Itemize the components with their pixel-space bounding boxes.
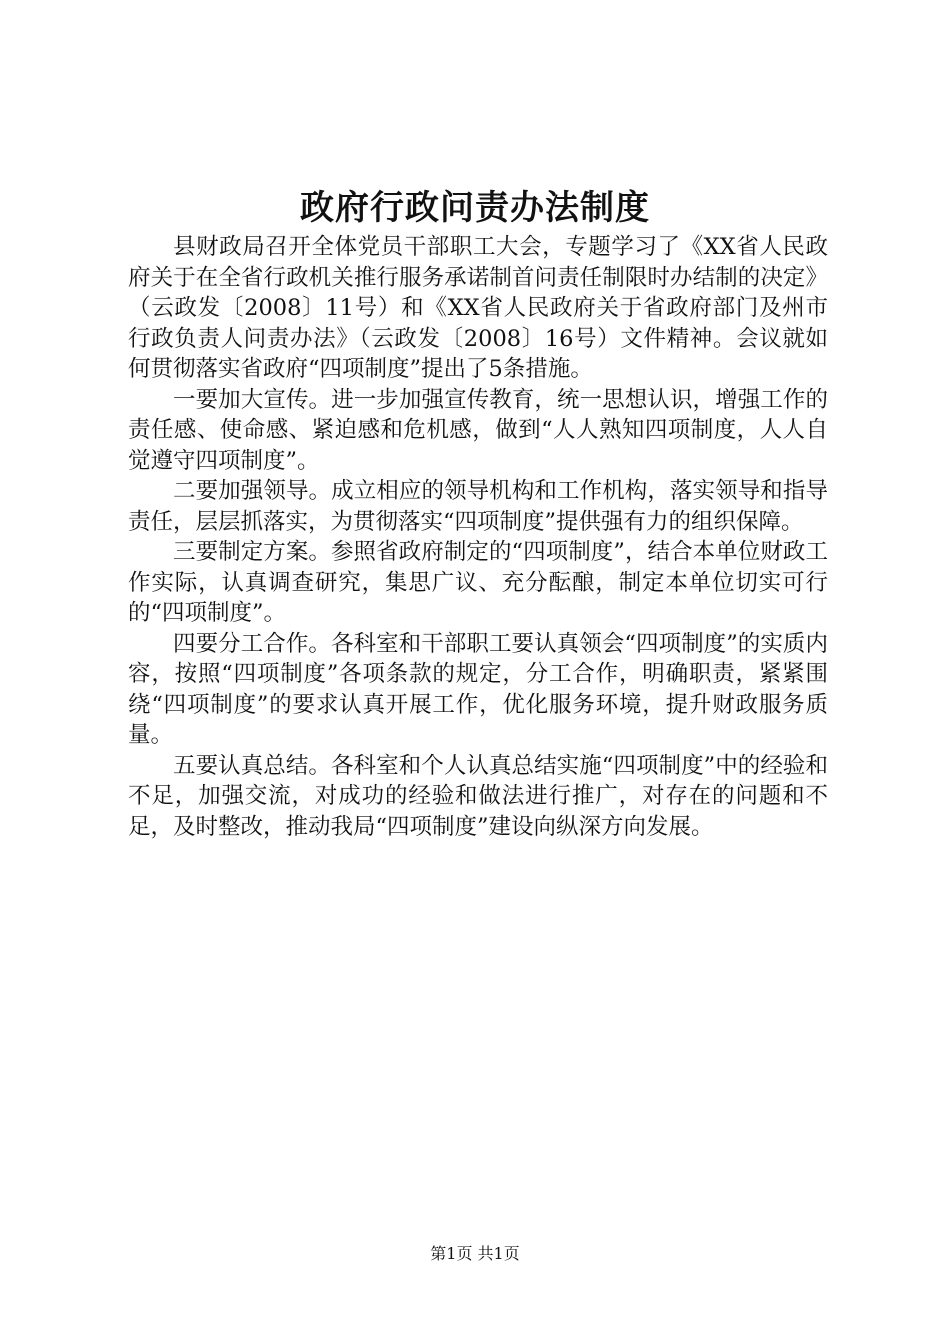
paragraph-measure-4: 四要分工合作。各科室和干部职工要认真领会“四项制度”的实质内容，按照“四项制度”各项条款的规定，分工合作，明确职责，紧紧围绕“四项制度”的要求认真开展工作，优化服务环境，提升财政服务质量。 <box>128 630 828 748</box>
paragraph-measure-2: 二要加强领导。成立相应的领导机构和工作机构，落实领导和指导责任，层层抓落实，为贯彻落实“四项制度”提供强有力的组织保障。 <box>128 478 828 535</box>
document-body <box>128 232 828 842</box>
paragraph-measure-5: 五要认真总结。各科室和个人认真总结实施“四项制度”中的经验和不足，加强交流，对成功的经验和做法进行推广，对存在的问题和不足，及时整改，推动我局“四项制度”建设向纵深方向发展。 <box>128 752 828 840</box>
paragraph-measure-1: 一要加大宣传。进一步加强宣传教育，统一思想认识，增强工作的责任感、使命感、紧迫感和危机感，做到“人人熟知四项制度，人人自觉遵守四项制度”。 <box>128 386 828 474</box>
page-footer: 第1页 共1页 <box>430 1244 520 1263</box>
document-title: 政府行政问责办法制度 <box>300 188 650 228</box>
paragraph-intro: 县财政局召开全体党员干部职工大会，专题学习了《XX省人民政府关于在全省行政机关推行服务承诺制首问责任制限时办结制的决定》（云政发〔2008〕11号）和《XX省人民政府关于省政府部门及州市行政负责人问责办法》（云政发〔2008〕16号）文件精神。会议就如何贯彻落实省政府“四项制度”提出了5条措施。 <box>128 234 828 382</box>
paragraph-measure-3: 三要制定方案。参照省政府制定的“四项制度”，结合本单位财政工作实际，认真调查研究，集思广议、充分酝酿，制定本单位切实可行的“四项制度”。 <box>128 539 828 626</box>
